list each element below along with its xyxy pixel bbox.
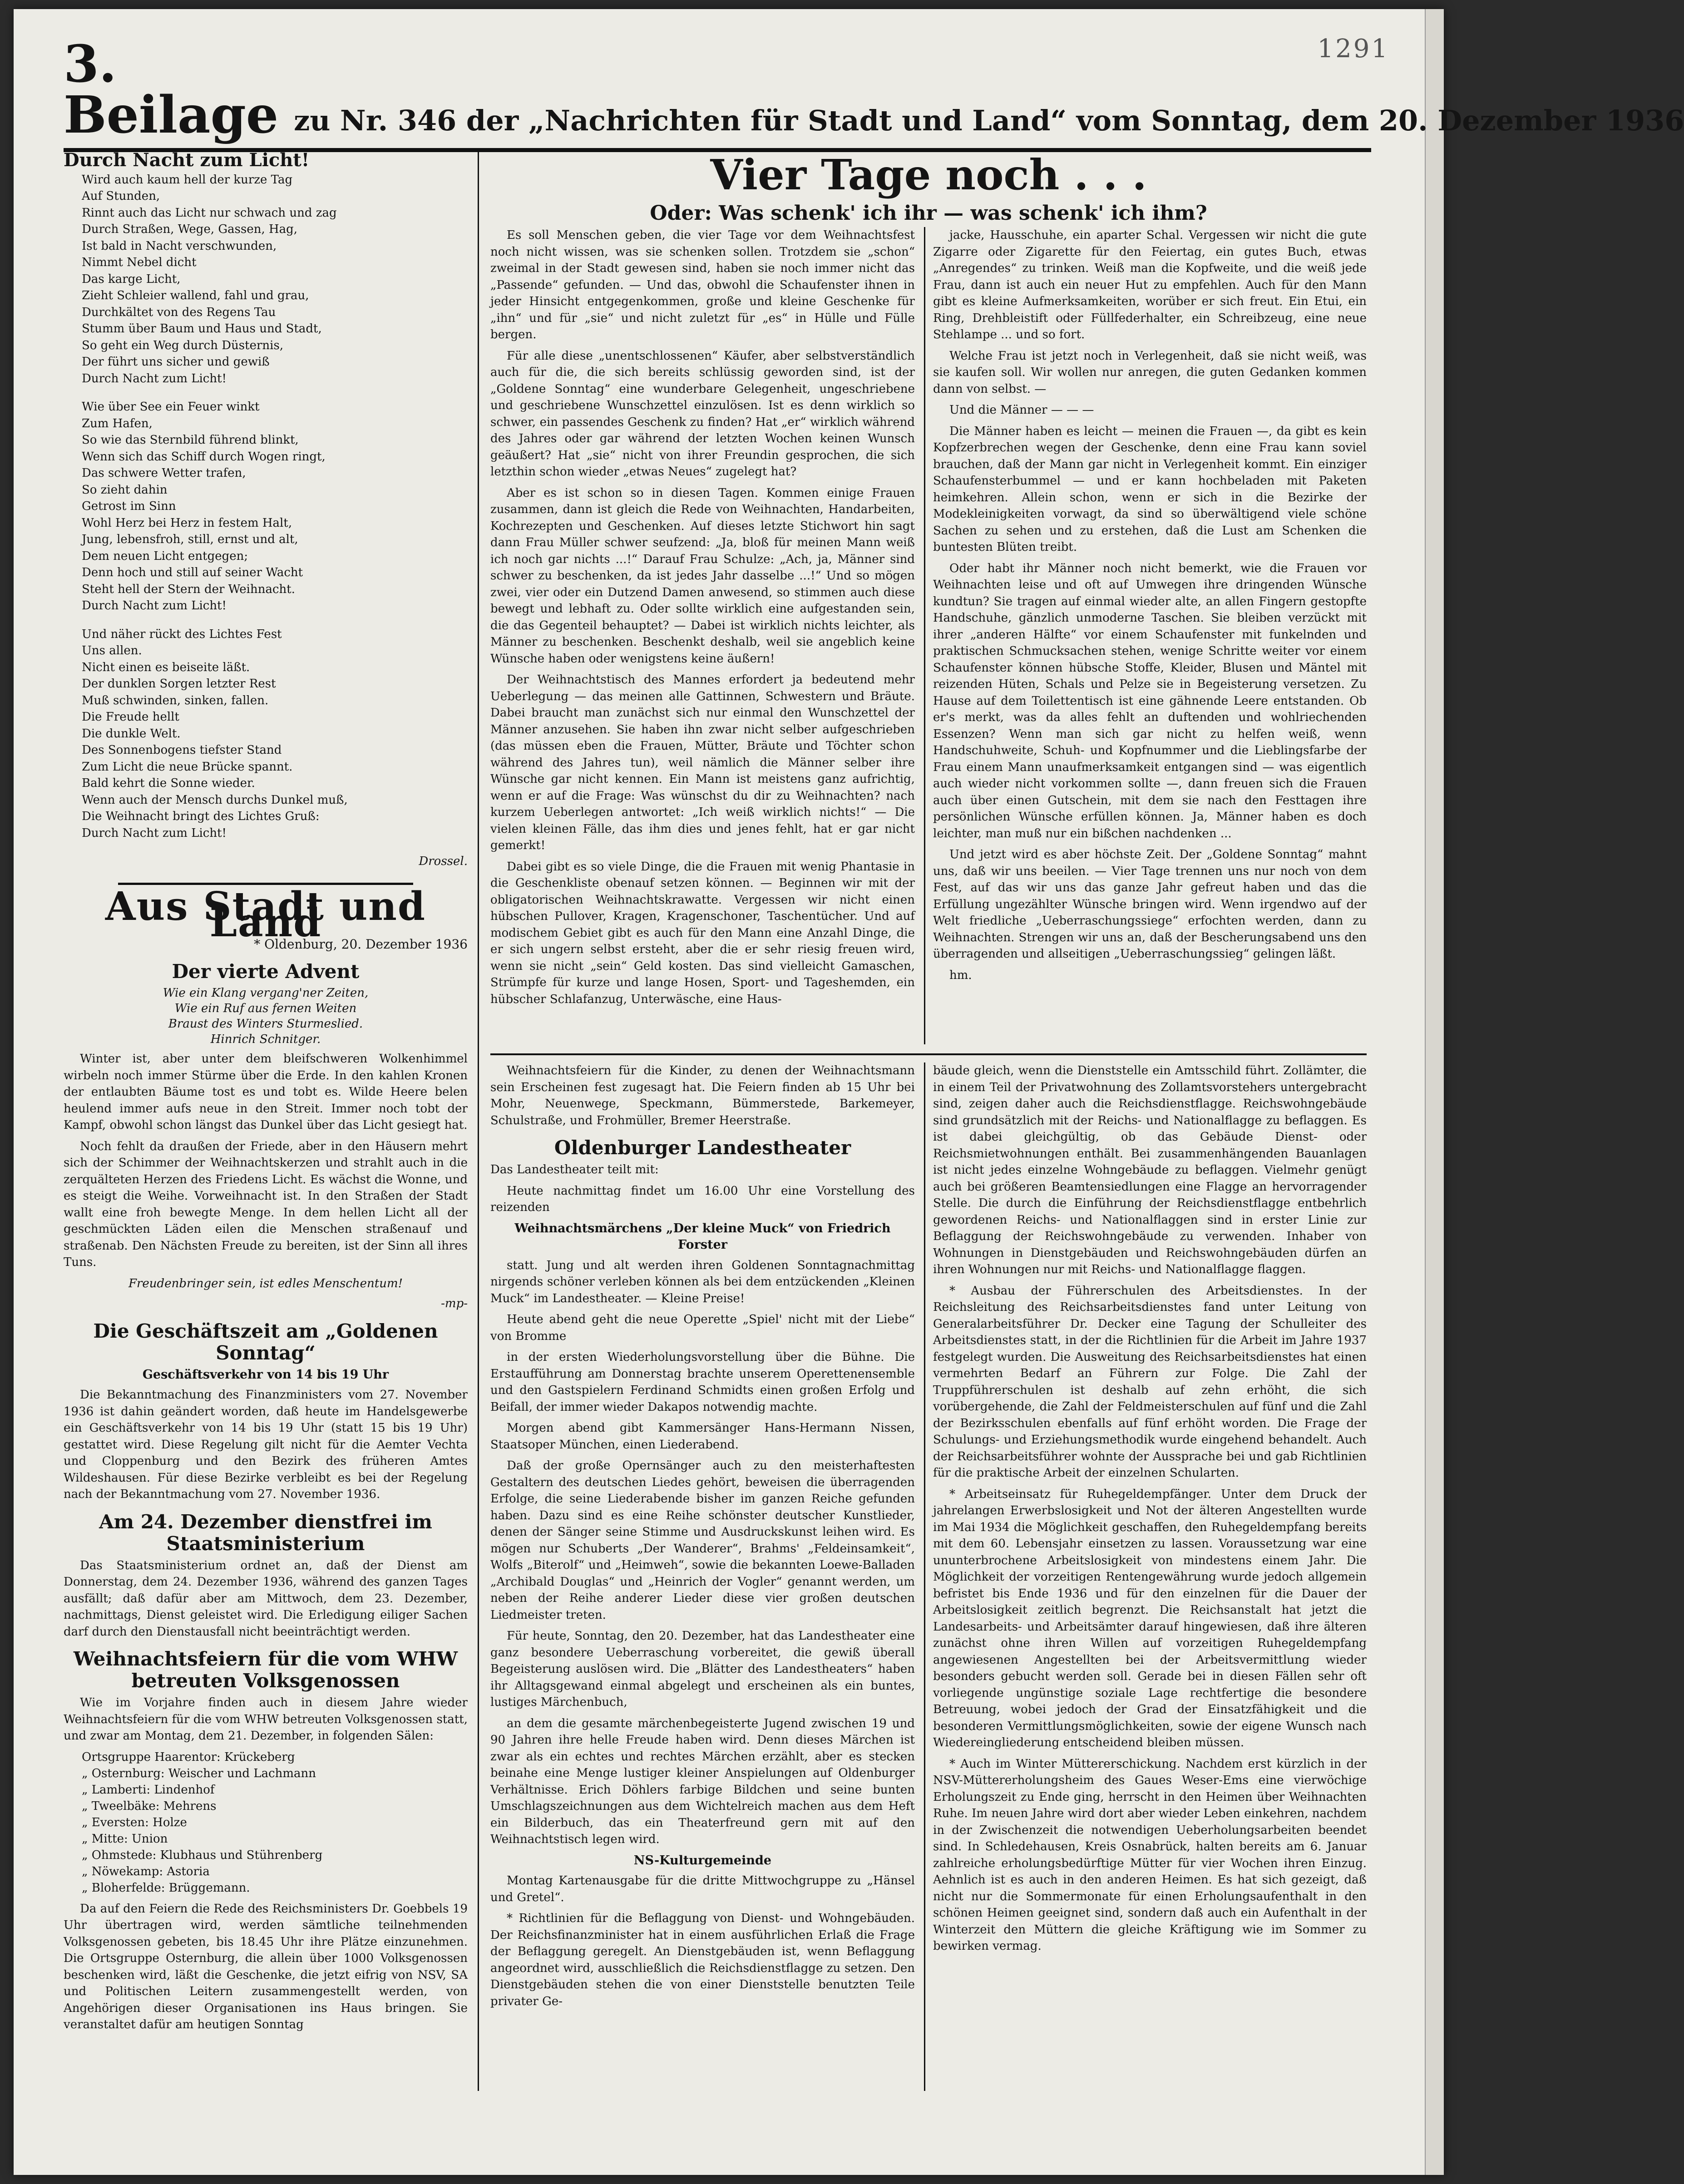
poem-line: Die Freude hellt [82, 710, 179, 724]
masthead-number: 3. Beilage [64, 35, 279, 145]
poem-line: Uns allen. [82, 644, 142, 657]
whw-title: Weihnachtsfeiern für die vom WHW betreuten Volksgenossen [73, 1648, 458, 1692]
poem-line: Der führt uns sicher und gewiß [82, 355, 270, 369]
article-paragraph: Oder habt ihr Männer noch nicht bemerkt, wie die Frauen vor Weihnachten leise und oft auf Umwegen ihre dringenden Wünsche kundtun? Sie tragen auf einmal wieder alte, an allen Fingern gestopfte Handschuhe, gänzlich unmoderne Taschen. Sie bleiben verzückt mit ihrer „anderen Hälfte“ vor einem Schaufenster mit funkelnden und praktischen Schmucksachen stehen, wenige Schritte weiter vor einem Schaufenster können hübsche Stoffe, Kleider, Blusen und Mäntel mit reizenden Hüten, Schals und Pelze sie in Begeisterung versetzen. Zu Hause auf dem Toilettentisch ist eine gähnende Leere entstanden. Ob er's merkt, was da alles fehlt an duftenden und wohlriechenden Essenzen? Wenn man sich gar nicht zu helfen weiß, wenn Handschuhweite, Schuh- und Kopfnummer und die Lieblingsfarbe der Frau einem Mann unaufmerksamkeit entgangen sind — was eigentlich auch wieder nicht vorkommen sollte —, dann freuen sich die Frauen auch über einen Gutschein, mit dem sie nach den Festtagen ihre persönlichen Wünsche erfüllen können. Ja, Männer haben es doch leichter, man muß nur ein bißchen nachdenken ... [933, 561, 1367, 840]
poem-line: Denn hoch und still auf seiner Wacht [82, 566, 303, 579]
poem-line: Stumm über Baum und Haus und Stadt, [82, 322, 322, 336]
advent-motto [64, 985, 468, 1047]
article-paragraph: Montag Kartenausgabe für die dritte Mittwochgruppe zu „Hänsel und Gretel“. [490, 1874, 915, 1904]
lead-column-b [933, 227, 1367, 1044]
poem-line: Durch Straßen, Wege, Gassen, Hag, [82, 222, 298, 236]
poem-line: Durch Nacht zum Licht! [82, 599, 227, 613]
advent-title: Der vierte Advent [172, 960, 360, 983]
column-rule [478, 152, 479, 2091]
poem-line: Wenn sich das Schiff durch Wogen ringt, [82, 450, 326, 464]
schedule-item: „ Ohmstede: Klubhaus und Stührenberg [82, 1848, 323, 1862]
poem-line: Wird auch kaum hell der kurze Tag [82, 173, 293, 187]
poem-line: So geht ein Weg durch Düsternis, [82, 338, 284, 352]
page-edge [1425, 9, 1444, 2175]
poem-stanza [82, 626, 468, 842]
section-title: Aus Stadt und Land [105, 883, 426, 946]
article-paragraph: Dabei gibt es so viele Dinge, die die Frauen mit wenig Phantasie in die Geschenkliste obenauf setzen können. — Beginnen wir mit der obligatorischen Weihnachtskrawatte. Vergessen wir nicht einen hübschen Pullover, Kragen, Kragenschoner, Taschentücher. Und auf modischem Gebiet gibt es auch für den Mann eine Anzahl Dinge, die er sich ungern selbst ersteht, aber die er sehr riesig freuen wird, wenn sie nicht „sein“ Geld kosten. Das sind vielleicht Gamaschen, Strümpfe für kurze und lange Hosen, Sport- und Tageshemden, ein hübscher Schlafanzug, Unterwäsche, eine Haus- [490, 860, 915, 1006]
article-paragraph: Heute abend geht die neue Operette „Spiel' nicht mit der Liebe“ von Bromme [490, 1313, 915, 1343]
whw-schedule [82, 1749, 468, 1896]
article-paragraph: * Arbeitseinsatz für Ruhegeldempfänger. Unter dem Druck der jahrelangen Erwerbslosigkeit und Not der älteren Angestellten wurde im Mai 1934 die Möglichkeit geschaffen, den Ruhegeldempfang bereits mit dem 60. Lebensjahr einsetzen zu lassen. Voraussetzung war eine ununterbrochene Arbeitslosigkeit von mindestens einem Jahr. Die Möglichkeit der vorzeitigen Rentengewährung wurde jedoch allgemein befristet bis Ende 1936 und für den einzelnen für die Dauer der Arbeitslosigkeit zeitlich begrenzt. Die Reichsanstalt hat jetzt die Landesarbeits- und Arbeitsämter darauf hingewiesen, daß ihre älteren zunächst ohne ihren Willen auf vorzeitigen Ruhegeldempfang angewiesenen Angestellten bei der Arbeitsvermittlung wieder besonders gebucht werden soll. Gerade bei in diesen Fällen sehr oft vorliegende ungünstige soziale Lage rechtfertige die besondere Betreuung, wobei jedoch der Grad der Einsatzfähigkeit und die besonderen Vermittlungsmöglichkeiten, sowie der eigene Wunsch nach Wiedereingliederung entscheidend bleiben müssen. [933, 1487, 1367, 1749]
article-paragraph: * Ausbau der Führerschulen des Arbeitsdienstes. In der Reichsleitung des Reichsarbeitsdienstes fand unter Leitung von Generalarbeitsführer Dr. Decker eine Tagung der Schulleiter des Arbeitsdienstes statt, in der die Richtlinien für die Arbeit im Jahre 1937 festgelegt wurden. Die Ausweitung des Reichsarbeitsdienstes hat einen vermehrten Bedarf an Führern zur Folge. Die Zahl der Truppführerschulen ist deshalb auf zehn erhöht, die sich vorübergehende, die Zahl der Feldmeisterschulen auf fünf und die Zahl der Bezirksschulen ebenfalls auf fünf erhöht worden. Die Frage der Schulungs- und Erziehungsmethodik wurde eingehend behandelt. Auch der Reichsarbeitsführer wohnte der Aussprache bei und gab Richtlinien für die praktische Arbeit der einzelnen Schularten. [933, 1284, 1367, 1480]
poem-title: Durch Nacht zum Licht! [64, 149, 310, 171]
masthead-text: zu Nr. 346 der „Nachrichten für Stadt und Land“ vom Sonntag, dem 20. Dezember 1936 [294, 104, 1684, 137]
section-rule [490, 1053, 1367, 1055]
poem-line: Auf Stunden, [82, 189, 160, 203]
lead-title: Vier Tage noch . . . [710, 150, 1147, 199]
article-paragraph: Es soll Menschen geben, die vier Tage vor dem Weihnachtsfest noch nicht wissen, was sie schenken sollen. Trotzdem sie „schon“ zweimal in der Stadt gewesen sind, haben sie noch immer nicht das „Passende“ gefunden. — Und das, obwohl die Schaufenster ihnen in jeder Hinsicht entgegenkommen, große und kleine Geschenke für „ihn“ und für „sie“ und nicht zuletzt für „es“ in Hülle und Fülle bergen. [490, 228, 915, 341]
theater-muck: Weihnachtsmärchens „Der kleine Muck“ von Friedrich Forster [514, 1221, 891, 1252]
article-paragraph: Wie im Vorjahre finden auch in diesem Jahre wieder Weihnachtsfeiern für die vom WHW betreuten Volksgenossen statt, und zwar am Montag, dem 21. Dezember, in folgenden Sälen: [64, 1696, 468, 1743]
article-paragraph: * Auch im Winter Müttererschickung. Nachdem erst kürzlich in der NSV-Müttererholungsheim des Gaues Weser-Ems eine vierwöchige Erholungszeit zu Ende ging, herrscht in den Heimen über Weihnachten Ruhe. Im neuen Jahre wird dort aber wieder Leben einkehren, nachdem in der Zwischenzeit die notwendigen Ueberholungsarbeiten beendet sind. In Schledehausen, Kreis Osnabrück, halten bereits am 6. Januar zahlreiche erholungsbedürftige Mütter für vier Wochen ihren Einzug. Aehnlich ist es auch in den anderen Heimen. Es hat sich gezeigt, daß nicht nur die Sommermonate für einen Erholungsaufenthalt in den schönen Heimen geeignet sind, sondern daß auch ein Aufenthalt in der Winterzeit den Müttern die gleiche Kräftigung wie im Sommer zu bewirken vermag. [933, 1757, 1367, 1953]
poem-line: Und näher rückt des Lichtes Fest [82, 627, 282, 641]
poem-line: Zum Licht die neue Brücke spannt. [82, 760, 293, 774]
column-rule [924, 227, 925, 1044]
poem-line: Durch Nacht zum Licht! [82, 826, 227, 840]
article-paragraph: Heute nachmittag findet um 16.00 Uhr eine Vorstellung des reizenden [490, 1184, 915, 1214]
article-paragraph: Und die Männer — — — [949, 403, 1094, 417]
poem-line: Nimmt Nebel dicht [82, 256, 197, 269]
poem-stanza [82, 399, 468, 614]
poem-line: Muß schwinden, sinken, fallen. [82, 693, 269, 707]
poem-line: Das schwere Wetter trafen, [82, 466, 246, 480]
poem-line: Dem neuen Licht entgegen; [82, 549, 248, 563]
poem-line: Bald kehrt die Sonne wieder. [82, 776, 255, 790]
article-paragraph: Die Männer haben es leicht — meinen die Frauen —, da gibt es kein Kopfzerbrechen wegen der Geschenke, denn eine Frau kann soviel brauchen, daß der Mann gar nicht in Verlegenheit kommt. Ein einziger Schaufensterbummel — und er kann hochbeladen mit Paketen heimkehren. Allein schon, wenn er sich in die Bezirke der Modekleinigkeiten vorwagt, da sind so überwältigend viele schöne Sachen zu sehen und zu erstehen, daß die Lust am Schenken die buntesten Blüten treibt. [933, 424, 1367, 554]
theater-intro: Das Landestheater teilt mit: [490, 1163, 659, 1176]
poem-line: Wie über See ein Feuer winkt [82, 400, 260, 414]
motto-line: Wie ein Ruf aus fernen Weiten [174, 1002, 357, 1015]
schedule-item: „ Eversten: Holze [82, 1815, 187, 1829]
schedule-item: „ Bloherfelde: Brüggemann. [82, 1881, 250, 1895]
middle-column [490, 1062, 915, 2091]
poem-stanza [82, 172, 468, 387]
schedule-item: „ Nöwekamp: Astoria [82, 1864, 210, 1878]
article-paragraph: Noch fehlt da draußen der Friede, aber in den Häusern mehrt sich der Schimmer der Weihnachtskerzen und strahlt auch in die zerquälteten Herzen des Friedens Licht. Es wächst die Wonne, und es steigt die Weihe. Vorweihnacht ist. In den Straßen der Stadt wallt eine froh bewegte Menge. In dem hellen Licht all der geschmückten Läden eilen die Menschen straßenauf und straßenab. Den Nächsten Freude zu bereiten, ist der Sinn all ihres Tuns. [64, 1139, 468, 1269]
column-rule [924, 1062, 925, 2091]
poem-line: Durch Nacht zum Licht! [82, 371, 227, 385]
poem-line: Die Weihnacht bringt des Lichtes Gruß: [82, 810, 320, 823]
lead-subtitle: Oder: Was schenk' ich ihr — was schenk' ich ihm? [650, 202, 1207, 225]
poem-author: Drossel. [419, 855, 468, 868]
right-column [933, 1062, 1367, 2091]
schedule-item: „ Mitte: Union [82, 1832, 168, 1846]
motto-line: Braust des Winters Sturmeslied. [168, 1017, 363, 1031]
motto-line: Wie ein Klang vergang'ner Zeiten, [163, 986, 369, 1000]
poem-line: Steht hell der Stern der Weihnacht. [82, 582, 295, 596]
poem-line: Durchkältet von des Regens Tau [82, 305, 276, 319]
lead-headline [490, 150, 1367, 227]
article-paragraph: in der ersten Wiederholungsvorstellung über die Bühne. Die Erstaufführung am Donnerstag brachte unserem Operettenensemble und den Gastspielern Ferdinand Schmidts einen großen Erfolg und Beifall, der immer wieder Dakapos notwendig machte. [490, 1350, 915, 1414]
poem-line: Getrost im Sinn [82, 499, 176, 513]
author-sign: -mp- [441, 1297, 468, 1310]
article-paragraph: jacke, Hausschuhe, ein aparter Schal. Vergessen wir nicht die gute Zigarre oder Zigarette für den Feiertag, ein gutes Buch, etwas „Anregendes“ zu trinken. Weiß man die Kopfweite, und die weiß jede Frau, dann ist auch ein neuer Hut zu empfehlen. Auch für den Mann gibt es kleine Aufmerksamkeiten, worüber er sich freut. Ein Etui, ein Ring, Drehbleistift oder Füllfederhalter, ein Schreibzeug, eine neue Stehlampe ... und so fort. [933, 228, 1367, 341]
article-paragraph: an dem die gesamte märchenbegeisterte Jugend zwischen 19 und 90 Jahren ihre helle Freude haben wird. Denn dieses Märchen ist zwar als ein echtes und rechtes Märchen erzählt, aber es stecken beinahe eine Menge lustiger kleiner Anspielungen auf Oldenburger Verhältnisse. Erich Döhlers farbige Bildchen und seine bunten Umschlagszeichnungen aus dem Wichtelreich machen aus dem Heft ein Bilderbuch, das ein Theaterfreund gern mit auf den Weihnachtstisch legen wird. [490, 1716, 915, 1846]
dienst-title: Am 24. Dezember dienstfrei im Staatsministerium [99, 1510, 432, 1555]
schedule-item: Ortsgruppe Haarentor: Krückeberg [82, 1750, 295, 1764]
article-paragraph: Welche Frau ist jetzt noch in Verlegenheit, daß sie nicht weiß, was sie kaufen soll. Wir wollen nur anregen, die guten Gedanken kommen dann von selbst. — [933, 349, 1367, 396]
article-paragraph: Und jetzt wird es aber höchste Zeit. Der „Goldene Sonntag“ mahnt uns, daß wir uns beeilen. — Vier Tage trennen uns nur noch von dem Fest, auf das wir uns das ganze Jahr gefreut haben und das die Erfüllung ungezählter Wünsche bringen wird. Wenn irgendwo auf der Welt friedliche „Ueberraschungssiege“ erfochten werden, dann zu Weihnachten. Strengen wir uns an, daß der Bescherungsabend uns den überragenden und allseitigen „Ueberraschungssieg“ gelingen läßt. [933, 848, 1367, 961]
advent-motto-line: Freudenbringer sein, ist edles Menschentum! [128, 1276, 403, 1290]
article-paragraph: Morgen abend gibt Kammersänger Hans-Hermann Nissen, Staatsoper München, einen Liederabend. [490, 1421, 915, 1452]
article-paragraph: bäude gleich, wenn die Dienststelle ein Amtsschild führt. Zollämter, die in einem Teil der Privatwohnung des Zollamtsvorstehers untergebracht sind, zeigen daher auch die Reichsdienstflagge. Reichswohngebäude sind grundsätzlich mit der Reichs- und Nationalflagge zu beflaggen. Es ist dabei gleichgültig, ob das Gebäude Dienst- oder Reichsmietwohnungen enthält. Bei zusammenhängenden Bauanlagen ist nicht jedes einzelne Wohngebäude zu beflaggen. Vielmehr genügt auch bei größeren Beamtensiedlungen eine Flagge an hervorragender Stelle. Die durch die Einführung der Reichsdienstflagge entbehrlich gewordenen Reichs- und Nationalflaggen sind in erster Linie zur Beflaggung der Reichswohngebäude zu verwenden. Inhaber von Wohnungen in Dienstgebäuden und Reichswohngebäuden dürfen an ihren Wohnungen nur mit Reichs- und Nationalflagge flaggen. [933, 1064, 1367, 1276]
schedule-item: „ Lamberti: Lindenhof [82, 1783, 215, 1797]
article-paragraph: Für heute, Sonntag, den 20. Dezember, hat das Landestheater eine ganz besondere Ueberraschung vorbereitet, die gewiß überall Begeisterung auslösen wird. Die „Blätter des Landestheaters“ haben ihr Alltagsgewand einmal abgelegt und erscheinen als ein buntes, lustiges Märchenbuch, [490, 1629, 915, 1709]
poem-line: Der dunklen Sorgen letzter Rest [82, 677, 276, 691]
poem-line: Ist bald in Nacht verschwunden, [82, 239, 277, 253]
poem-line: Wenn auch der Mensch durchs Dunkel muß, [82, 793, 348, 807]
motto-line: Hinrich Schnitger. [210, 1033, 321, 1046]
schedule-item: „ Tweelbäke: Mehrens [82, 1799, 217, 1813]
article-paragraph: Daß der große Opernsänger auch zu den meisterhaftesten Gestaltern des deutschen Liedes gehört, beweisen die überragenden Erfolge, die seine Liederabende bisher im ganzen Reiche gefunden haben. Dazu sind es eine Reihe schönster deutscher Kunstlieder, denen der Sänger seine Stimme und Ausdruckskunst leihen wird. Es mögen nur Schuberts „Der Wanderer“, Brahms' „Feldeinsamkeit“, Wolfs „Biterolf“ und „Heimweh“, sowie die bekannten Loewe-Balladen „Archibald Douglas“ und „Heinrich der Vogler“ genannt werden, um neben der Reihe anderer Lieder diese vier großen deutschen Liedmeister treten. [490, 1459, 915, 1622]
poem-line: So wie das Sternbild führend blinkt, [82, 433, 299, 447]
lead-column-a [490, 227, 915, 1044]
poem-line: Jung, lebensfroh, still, ernst und alt, [82, 533, 298, 546]
theater-title: Oldenburger Landestheater [554, 1136, 851, 1159]
article-paragraph: Der Weihnachtstisch des Mannes erfordert ja bedeutend mehr Ueberlegung — das meinen alle Gattinnen, Schwestern und Bräute. Dabei braucht man zunächst sich nur einmal den Wunschzettel der Männer anzusehen. Sie haben ihn zwar nicht selber aufgeschrieben (das müssen eben die Frauen, Mütter, Bräute und Töchter schon während des Jahres tun), weil nämlich die Männer selber ihre Wünsche gar nicht kennen. Ein Mann ist meistens ganz aufrichtig, wenn er auf die Frage: Was wünschst du dir zu Weihnachten? nach kurzem Ueberlegen antwortet: „Ich weiß wirklich nichts!“ — Die vielen kleinen Fälle, das ihm dies und jenes fehlt, hat er gar nicht gemerkt! [490, 673, 915, 852]
left-column [64, 149, 468, 2091]
ns-title: NS-Kulturgemeinde [633, 1853, 772, 1868]
poem-line: Zum Hafen, [82, 416, 153, 430]
article-paragraph: Weihnachtsfeiern für die Kinder, zu denen der Weihnachtsmann sein Erscheinen fest zugesagt hat. Die Feiern finden ab 15 Uhr bei Mohr, Neuenwege, Speckmann, Bümmerstede, Barkemeyer, Schulstraße, und Frohmüller, Bremer Heerstraße. [490, 1064, 915, 1127]
dateline: * Oldenburg, 20. Dezember 1936 [254, 936, 468, 952]
article-paragraph: hm. [949, 968, 972, 982]
poem-line: Des Sonnenbogens tiefster Stand [82, 743, 282, 757]
article-paragraph: Aber es ist schon so in diesen Tagen. Kommen einige Frauen zusammen, dann ist gleich die Rede von Weihnachten, Handarbeiten, Kochrezepten und Geschenken. Auf dieses letzte Stichwort hin sagt dann Frau Müller schwer seufzend: „Ja, bloß für meinen Mann weiß ich noch gar nichts ...!“ Darauf Frau Schulze: „Ach, ja, Männer sind schwer zu beschenken, da ist jedes Jahr dasselbe ...!“ Und so mögen zwei, vier oder ein Dutzend Damen anwesend, so stimmen auch diese bewegt und lebhaft zu. Oder sollte wirklich eine aufgestanden sein, die das Gegenteil behauptet? — Dabei ist wirklich nichts leichter, als Männer zu beschenken. Beschenkt deshalb, weil sie angeblich keine Wünsche haben oder wenigstens keine äußern! [490, 486, 915, 666]
shop-subtitle: Geschäftsverkehr von 14 bis 19 Uhr [142, 1367, 389, 1382]
shop-title: Die Geschäftszeit am „Goldenen Sonntag“ [93, 1319, 438, 1364]
poem-line: Zieht Schleier wallend, fahl und grau, [82, 289, 309, 302]
newspaper-page [14, 9, 1684, 2175]
poem-line: Die dunkle Welt. [82, 726, 181, 741]
poem-line: Das karge Licht, [82, 272, 181, 286]
article-paragraph: Winter ist, aber unter dem bleifschweren Wolkenhimmel wirbeln noch immer Stürme über die Erde. In den kahlen Kronen der entlaubten Bäume tost es und tobt es. Wilde Heere belen heulend immer aufs neue in den Streit. Immer noch tobt der Kampf, obwohl schon längst das Dunkel über das Licht gesiegt hat. [64, 1052, 468, 1132]
poem-line: Rinnt auch das Licht nur schwach und zag [82, 206, 337, 220]
page-number: 1291 [1317, 34, 1389, 64]
article-paragraph: * Richtlinien für die Beflaggung von Dienst- und Wohngebäuden. Der Reichsfinanzminister hat in einem ausführlichen Erlaß die Frage der Beflaggung geregelt. An Dienstgebäuden ist, wenn Beflaggung angeordnet wird, ausschließlich die Reichsdienstflagge zu setzen. Den Dienstgebäuden stehen die von einer Dienststelle benutzten Teile privater Ge- [490, 1912, 915, 2008]
article-paragraph: Das Staatsministerium ordnet an, daß der Dienst am Donnerstag, dem 24. Dezember 1936, während des ganzen Tages ausfällt; daß dafür aber am Mittwoch, dem 23. Dezember, nachmittags, Dienst geleistet wird. Die Erledigung eiliger Sachen darf durch den Dienstausfall nicht beeinträchtigt werden. [64, 1558, 468, 1639]
article-paragraph: Da auf den Feiern die Rede des Reichsministers Dr. Goebbels 19 Uhr übertragen wird, werden sämtliche teilnehmenden Volksgenossen gebeten, bis 18.45 Uhr ihre Plätze einzunehmen. Die Ortsgruppe Osternburg, die allein über 1000 Volksgenossen beschenken wird, läßt die Geschenke, die jetzt eifrig von NSV, SA und Politischen Leitern zusammengestellt werden, von Angehörigen dieser Organisationen ins Haus bringen. Sie veranstaltet dafür am heutigen Sonntag [64, 1902, 468, 2031]
article-paragraph: Für alle diese „unentschlossenen“ Käufer, aber selbstverständlich auch für die, die sich bereits schlüssig geworden sind, ist der „Goldene Sonntag“ eine wunderbare Gelegenheit, ungeschriebene und geschriebene Wunschzettel einzulösen. Ist es denn wirklich so schwer, ein passendes Geschenk zu finden? Hat „er“ wirklich während des Jahres oder gar während der letzten Wochen keinen Wunsch geäußert? Hat „sie“ nicht von ihrer Freundin gesprochen, die sich letzthin schon wieder „etwas Neues“ zugelegt hat? [490, 349, 915, 479]
poem-line: Wohl Herz bei Herz in festem Halt, [82, 516, 292, 530]
article-paragraph: statt. Jung und alt werden ihren Goldenen Sonntagnachmittag nirgends schöner verleben können als bei dem entzückenden „Kleinen Muck“ im Landestheater. — Kleine Preise! [490, 1258, 915, 1305]
poem-line: Nicht einen es beiseite läßt. [82, 660, 250, 674]
schedule-item: „ Osternburg: Weischer und Lachmann [82, 1766, 316, 1780]
poem-line: So zieht dahin [82, 483, 168, 497]
article-paragraph: Die Bekanntmachung des Finanzministers vom 27. November 1936 ist dahin geändert worden, daß heute im Handelsgewerbe ein Geschäftsverkehr von 14 bis 19 Uhr (statt 15 bis 19 Uhr) gestattet wird. Diese Regelung gilt nicht für die Aemter Vechta und Cloppenburg und den Bezirk des früheren Amtes Wildeshausen. Für diese Bezirke verbleibt es bei der Regelung nach der Bekanntmachung vom 27. November 1936. [64, 1388, 468, 1501]
